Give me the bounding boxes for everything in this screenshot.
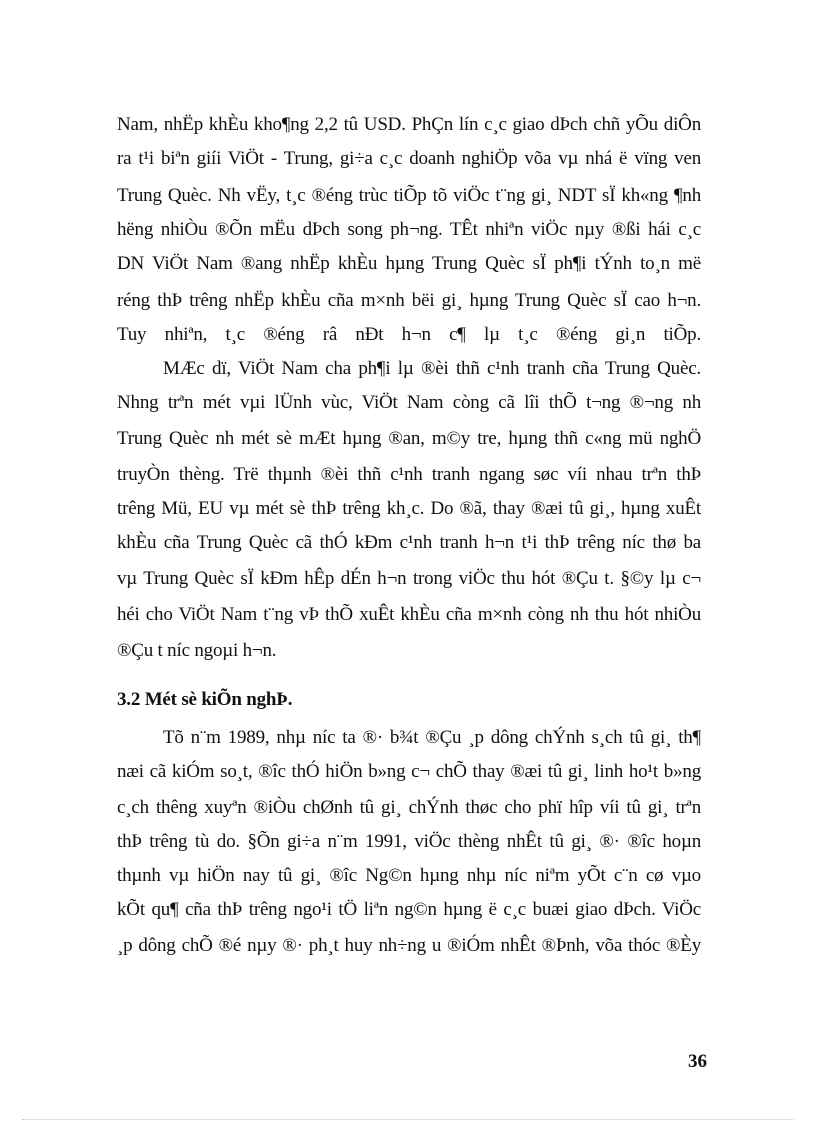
- paragraph-line: c¸ch thêng xuyªn ®iÒu chØnh tû gi¸ chÝnh thøc cho phï hîp víi tû gi¸ trªn: [117, 797, 701, 818]
- section-heading: 3.2 Mét sè kiÕn nghÞ.: [117, 689, 293, 710]
- paragraph-line: DN ViÖt Nam ®ang nhËp khÈu hµng Trung Quèc sÏ ph¶i tÝnh to¸n më: [117, 253, 701, 274]
- paragraph-line: truyÒn thèng. Trë thµnh ®èi thñ c¹nh tranh ngang søc víi nhau trªn thÞ: [117, 464, 701, 485]
- page-number: 36: [688, 1051, 707, 1072]
- paragraph-line: khÈu cña Trung Quèc cã thÓ kÐm c¹nh tranh h¬n t¹i thÞ trêng níc thø ba: [117, 532, 701, 553]
- paragraph-line: réng thÞ trêng nhËp khÈu cña m×nh bëi gi¸ hµng Trung Quèc sÏ cao h¬n.: [117, 290, 701, 311]
- paragraph-line: Nhng trªn mét vµi lÜnh vùc, ViÖt Nam còng cã lîi thÕ t¬ng ®¬ng nh: [117, 392, 701, 413]
- paragraph-line: MÆc dï, ViÖt Nam cha ph¶i lµ ®èi thñ c¹nh tranh cña Trung Quèc.: [163, 358, 701, 379]
- paragraph-line: héi cho ViÖt Nam t¨ng vÞ thÕ xuÊt khÈu cña m×nh còng nh thu hót nhiÒu: [117, 604, 701, 625]
- footer-divider: [22, 1119, 794, 1120]
- paragraph-line: hëng nhiÒu ®Õn mËu dÞch song ph¬ng. TÊt nhiªn viÖc nµy ®ßi hái c¸c: [117, 219, 701, 240]
- paragraph-line: Tõ n¨m 1989, nhµ níc ta ®· b¾t ®Çu ¸p dông chÝnh s¸ch tû gi¸ th¶: [163, 727, 701, 748]
- paragraph-line: ra t¹i biªn giíi ViÖt - Trung, gi÷a c¸c doanh nghiÖp võa vµ nhá ë vïng ven: [117, 148, 701, 169]
- paragraph-line: ®Çu t níc ngoµi h¬n.: [117, 640, 277, 661]
- paragraph-line: Tuy nhiªn, t¸c ®éng râ nÐt h¬n c¶ lµ t¸c ®éng gi¸n tiÕp.: [117, 324, 701, 345]
- paragraph-line: thÞ trêng tù do. §Õn gi÷a n¨m 1991, viÖc thèng nhÊt tû gi¸ ®· ®îc hoµn: [117, 831, 701, 852]
- paragraph-line: thµnh vµ hiÖn nay tû gi¸ ®îc Ng©n hµng nhµ níc niªm yÕt c¨n cø vµo: [117, 865, 701, 886]
- paragraph-line: Nam, nhËp khÈu kho¶ng 2,2 tû USD. PhÇn lín c¸c giao dÞch chñ yÕu diÔn: [117, 114, 701, 135]
- paragraph-line: ¸p dông chÕ ®é nµy ®· ph¸t huy nh÷ng u ®iÓm nhÊt ®Þnh, võa thóc ®Èy: [117, 935, 701, 956]
- paragraph-line: vµ Trung Quèc sÏ kÐm hÊp dÉn h¬n trong viÖc thu hót ®Çu t. §©y lµ c¬: [117, 568, 701, 589]
- paragraph-line: Trung Quèc. Nh vËy, t¸c ®éng trùc tiÕp tõ viÖc t¨ng gi¸ NDT sÏ kh«ng ¶nh: [117, 185, 701, 206]
- paragraph-line: næi cã kiÓm so¸t, ®îc thÓ hiÖn b»ng c¬ chÕ thay ®æi tû gi¸ linh ho¹t b»ng: [117, 761, 701, 782]
- paragraph-line: trêng Mü, EU vµ mét sè thÞ trêng kh¸c. Do ®ã, thay ®æi tû gi¸, hµng xuÊt: [117, 498, 701, 519]
- paragraph-line: Trung Quèc nh mét sè mÆt hµng ®an, m©y tre, hµng thñ c«ng mü nghÖ: [117, 428, 701, 449]
- paragraph-line: kÕt qu¶ cña thÞ trêng ngo¹i tÖ liªn ng©n hµng ë c¸c buæi giao dÞch. ViÖc: [117, 899, 701, 920]
